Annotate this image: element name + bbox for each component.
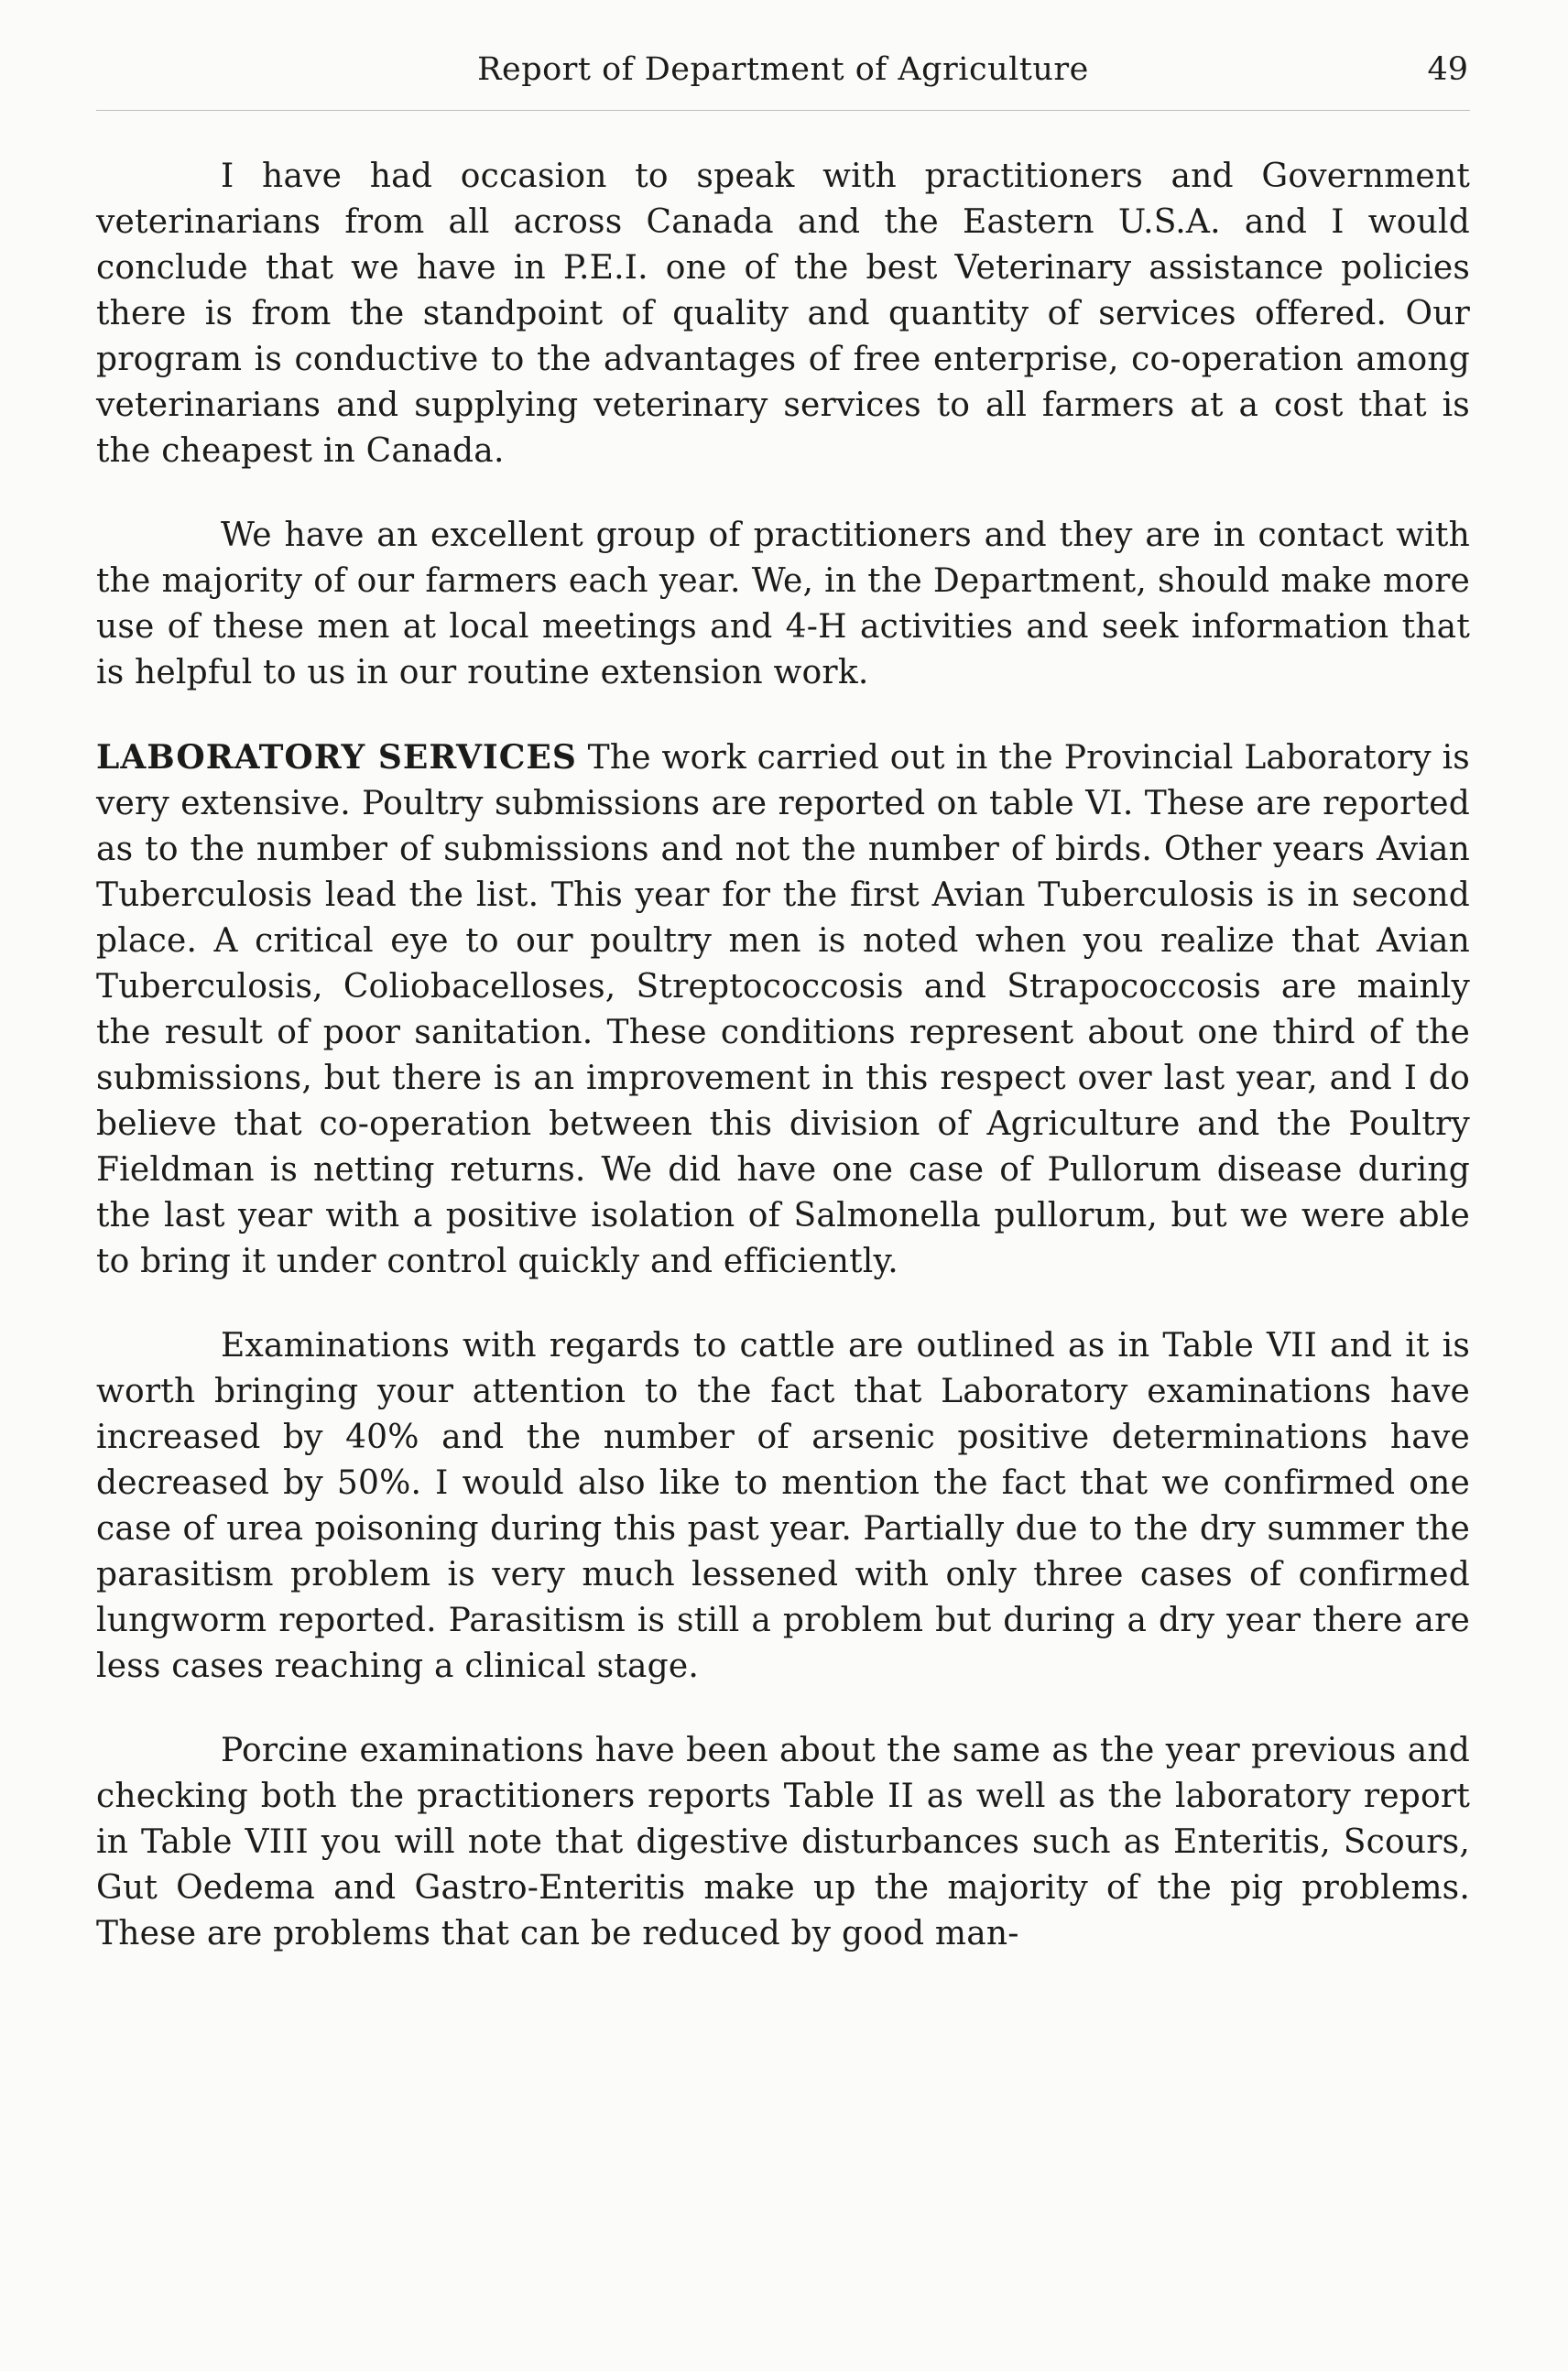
page-number: 49 [1427,51,1468,88]
body-text [96,154,1470,1957]
paragraph-practitioners: We have an excellent group of practitioners and they are in contact with the majority of our farmers each year. We, in the Department, should make more use of these men at local meetings and 4-H activities and seek information that is helpful to us in our routine extension work. [96,517,1470,691]
header-rule [96,110,1470,111]
paragraph-cattle-examinations: Examinations with regards to cattle are outlined as in Table VII and it is worth bringing your attention to the fact that Laboratory examinations have increased by 40% and the number of arsenic positive determinations have decreased by 50%. I would also like to mention the fact that we confirmed one case of urea poisoning during this past year. Partially due to the dry summer the parasitism problem is very much lessened with only three cases of confirmed lungworm reported. Parasitism is still a problem but during a dry year there are less cases reaching a clinical stage. [96,1327,1470,1685]
section-heading-laboratory-services: LABORATORY SERVICES [96,738,577,777]
paragraph-veterinary-policy: I have had occasion to speak with practitioners and Government veterinarians from all across Canada and the Eastern U.S.A. and I would conclude that we have in P.E.I. one of the best Veterinary assistance policies there is from the standpoint of quality and quantity of services offered. Our program is conductive to the advantages of free enterprise, co-operation among veterinarians and supplying veterinary services to all farmers at a cost that is the cheapest in Canada. [96,158,1470,470]
paragraph-laboratory-text: The work carried out in the Provincial Laboratory is very extensive. Poultry submissions are reported on table VI. These are reported as to the number of submissions and not the number of birds. Other years Avian Tuberculosis lead the list. This year for the first Avian Tuberculosis is in second place. A critical eye to our poultry men is noted when you realize that Avian Tuberculosis, Coliobacelloses, Streptococcosis and Strapococcosis are mainly the result of poor sanitation. These conditions represent about one third of the submissions, but there is an improvement in this respect over last year, and I do believe that co-operation between this division of Agriculture and the Poultry Fieldman is netting returns. We did have one case of Pullorum disease during the last year with a positive isolation of Salmonella pullorum, but we were able to bring it under control quickly and efficiently. [96,739,1470,1280]
paragraph-porcine-examinations: Porcine examinations have been about the same as the year previous and checking both the practitioners reports Table II as well as the laboratory report in Table VIII you will note that digestive disturbances such as Enteritis, Scours, Gut Oedema and Gastro-Enteritis make up the majority of the pig problems. These are problems that can be reduced by good man- [96,1732,1470,1952]
running-title: Report of Department of Agriculture [477,51,1089,88]
report-page [96,44,1470,2333]
paragraph-laboratory-services [96,734,1470,1285]
running-header [96,44,1470,103]
